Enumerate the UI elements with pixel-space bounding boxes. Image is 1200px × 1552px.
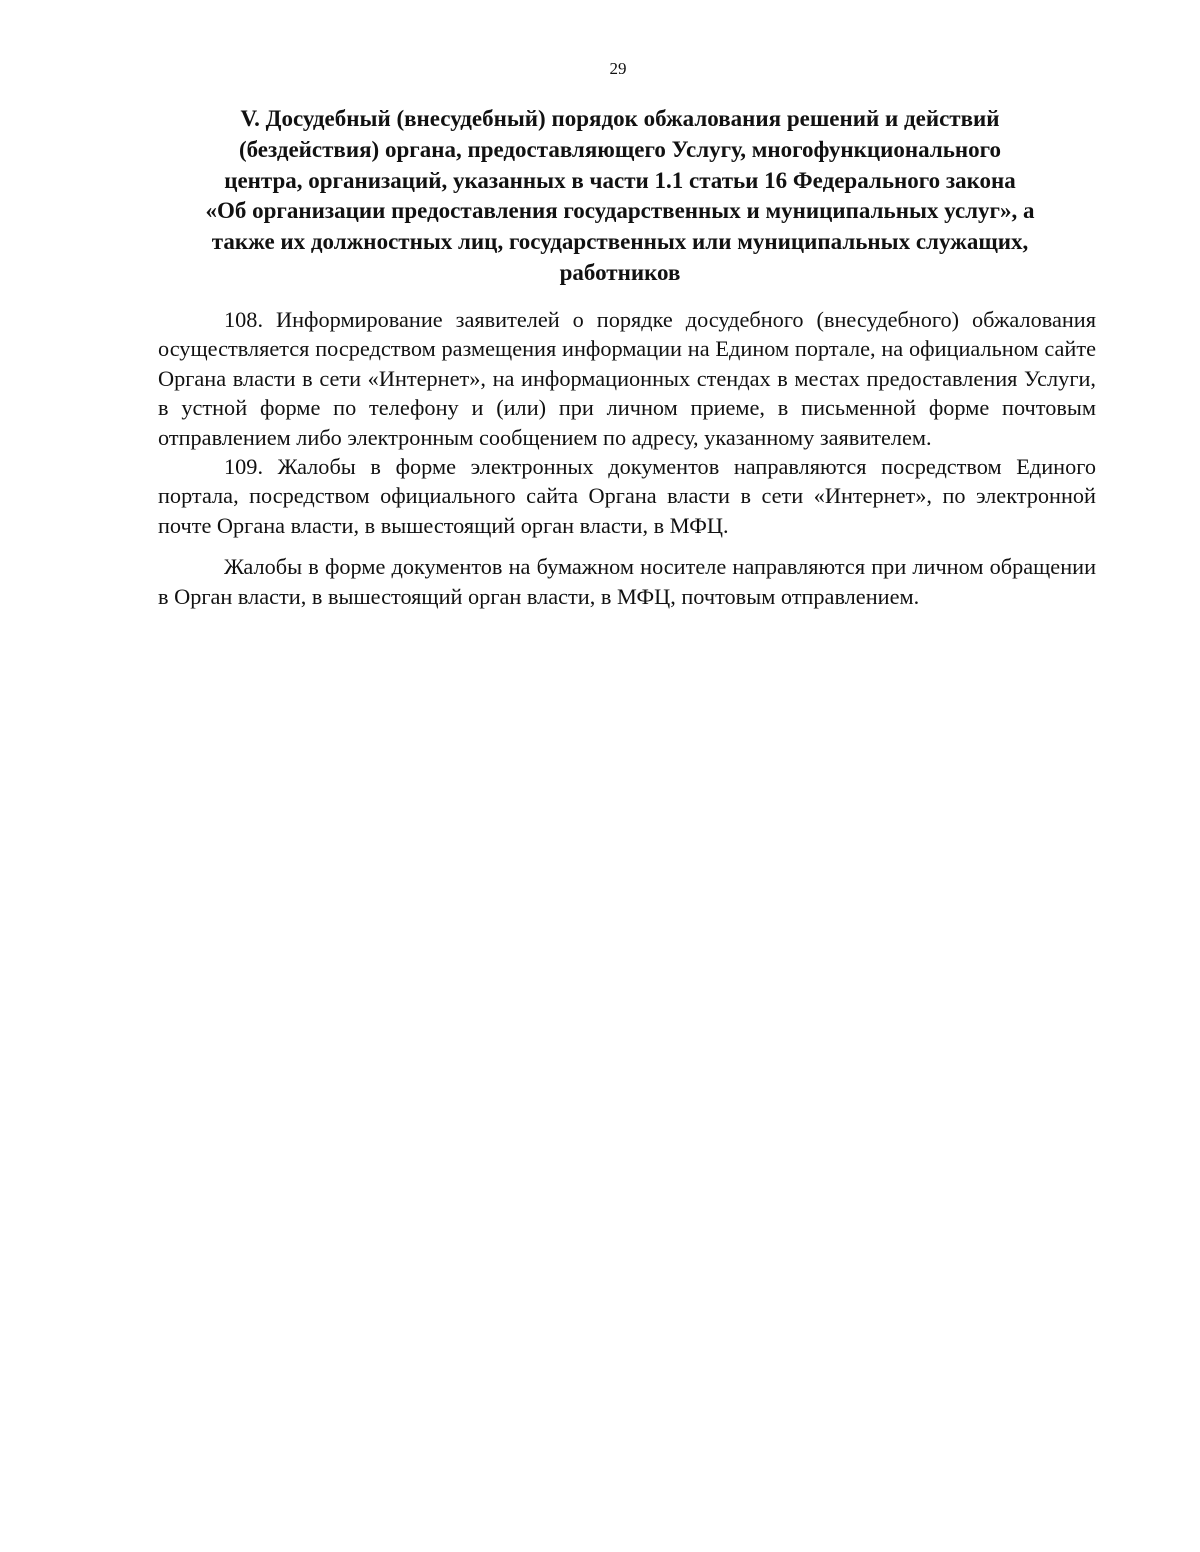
paragraph-108: 108. Информирование заявителей о порядке досудебного (внесудебного) обжалования осуществляется посредством размещения информации на Едином портале, на официальном сайте Органа власти в сети «Интернет», на информационных стендах в местах предоставления Услуги, в устной форме по телефону и (или) при личном приеме, в письменной форме почтовым отправлением либо электронным сообщением по адресу, указанному заявителем. bbox=[158, 307, 1096, 450]
body-text bbox=[158, 305, 1096, 611]
section-title-line: V. Досудебный (внесудебный) порядок обжалования решений и действий bbox=[240, 106, 1000, 131]
page-number: 29 bbox=[609, 59, 627, 78]
paragraph-109: 109. Жалобы в форме электронных документов направляются посредством Единого портала, посредством официального сайта Органа власти в сети «Интернет», по электронной почте Органа власти, в вышестоящий орган власти, в МФЦ. bbox=[158, 454, 1096, 538]
section-title-line: работников bbox=[559, 259, 681, 285]
section-title-line: центра, организаций, указанных в части 1.1 статьи 16 Федерального закона bbox=[224, 167, 1016, 193]
section-title-line: (бездействия) органа, предоставляющего Услугу, многофункционального bbox=[238, 136, 1002, 162]
section-title bbox=[140, 104, 1100, 289]
paragraph-paper-complaints: Жалобы в форме документов на бумажном носителе направляются при личном обращении в Орган власти, в вышестоящий орган власти, в МФЦ, почтовым отправлением. bbox=[158, 554, 1096, 609]
section-title-line: «Об организации предоставления государственных и муниципальных услуг», а bbox=[205, 198, 1035, 224]
section-title-line: также их должностных лиц, государственных или муниципальных служащих, bbox=[211, 229, 1029, 255]
